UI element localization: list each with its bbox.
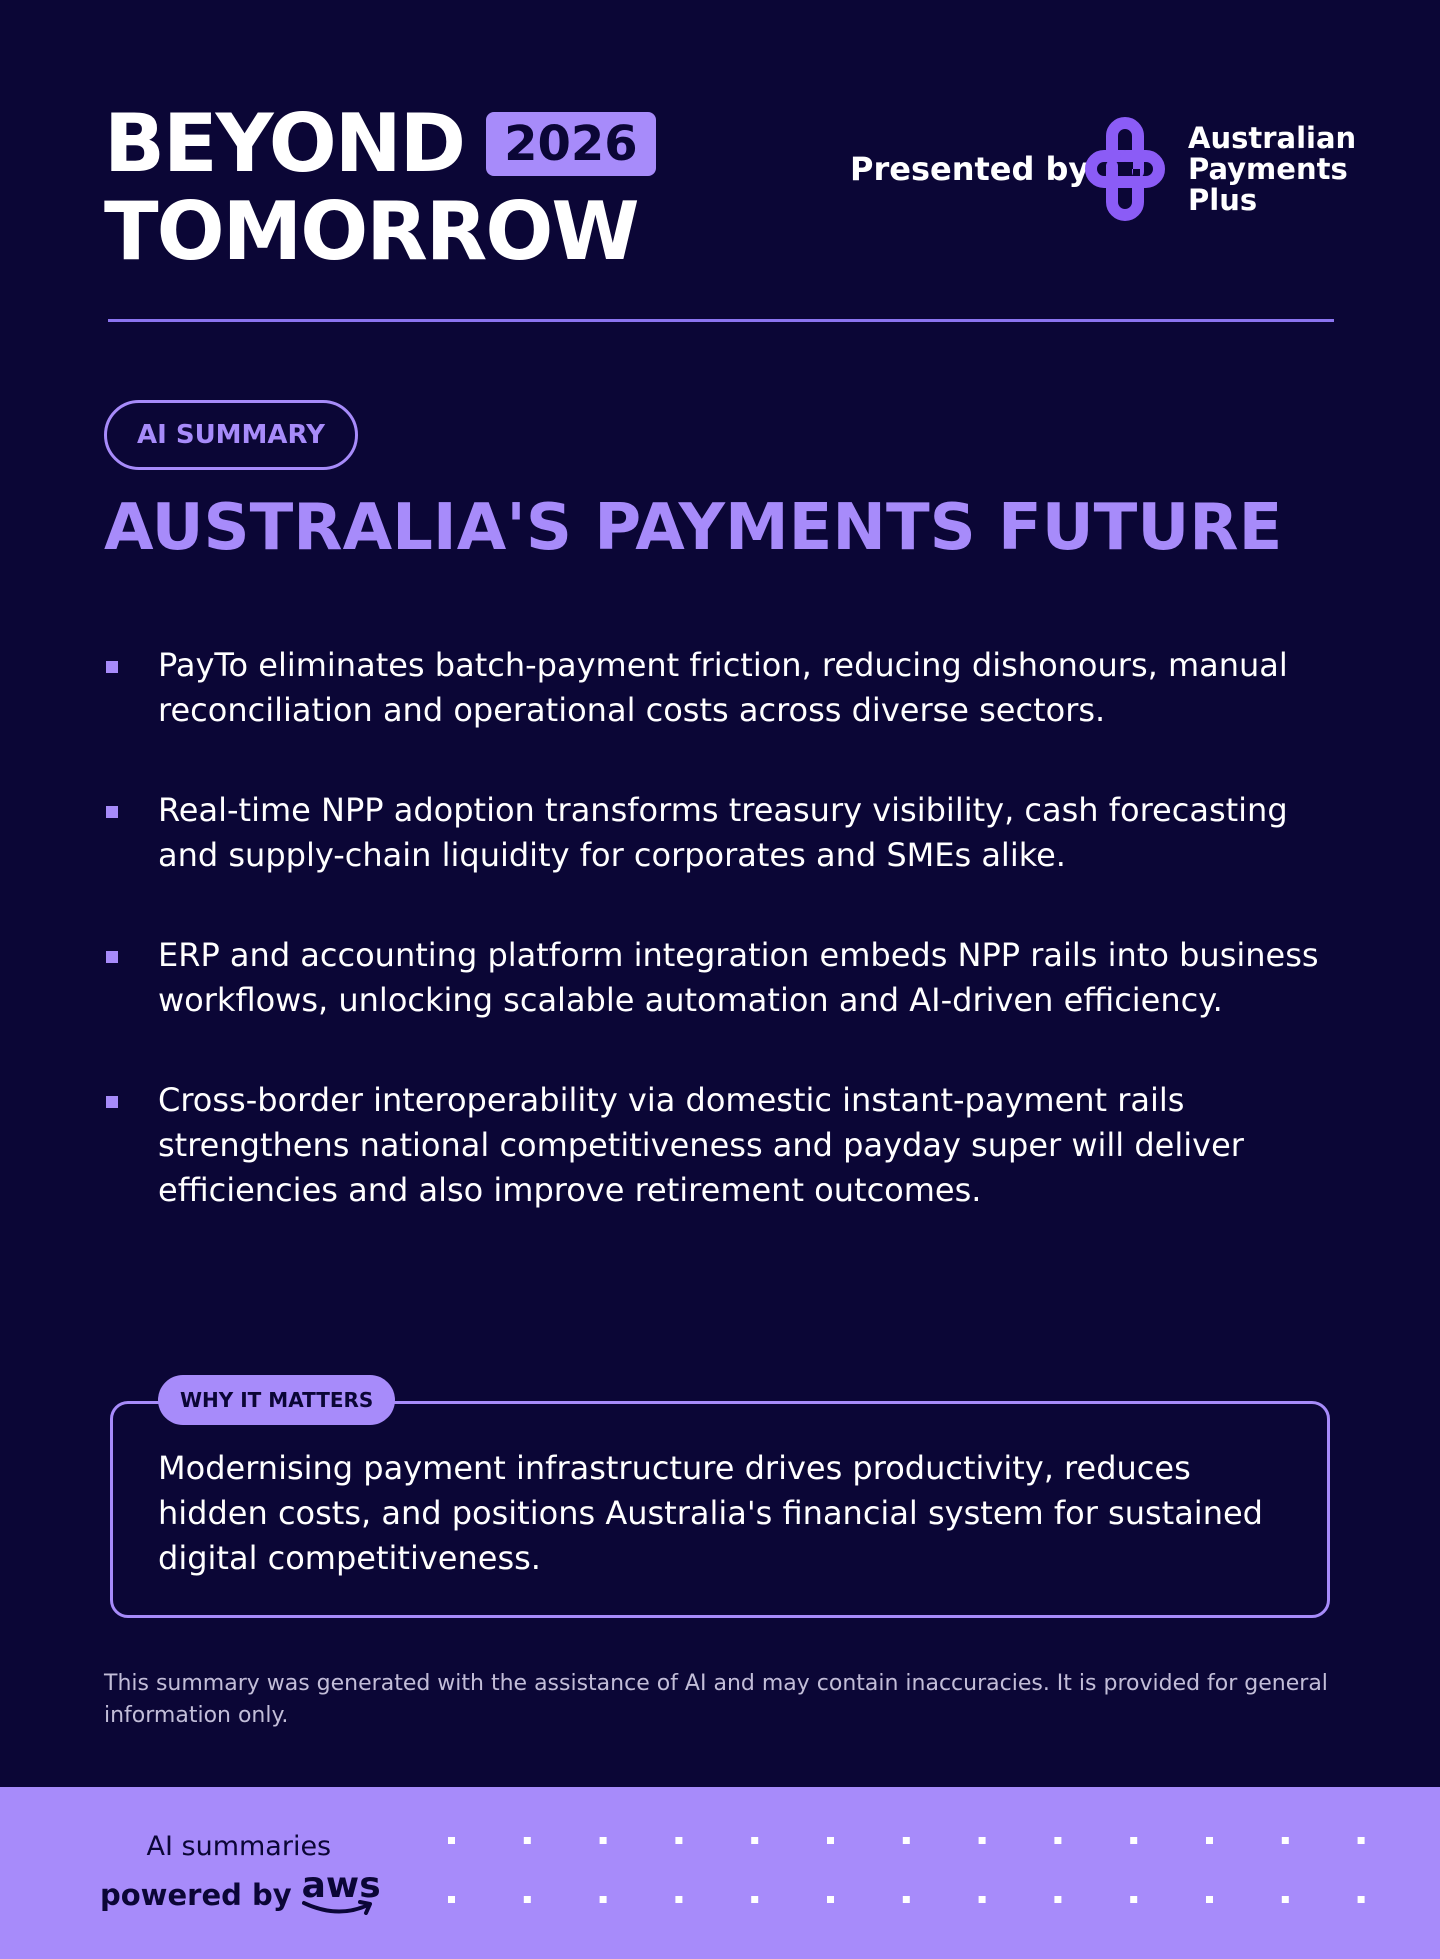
- summary-bullet-list: [104, 643, 1354, 1268]
- brand-name: [1188, 120, 1358, 217]
- decorative-dot: [600, 1837, 607, 1844]
- decorative-dot: [751, 1896, 758, 1903]
- square-bullet-icon: [106, 951, 118, 963]
- decorative-dot: [675, 1837, 682, 1844]
- why-it-matters-tag: WHY IT MATTERS: [158, 1375, 395, 1425]
- title-word-tomorrow: TOMORROW: [104, 185, 638, 278]
- bullet-text: Cross-border interoperability via domestic instant-payment rails strengthens national competitiveness and payday super will deliver efficiencies and also improve retirement outcomes.: [158, 1081, 1244, 1209]
- square-bullet-icon: [106, 661, 118, 673]
- decorative-dot: [448, 1896, 455, 1903]
- decorative-dot: [524, 1837, 531, 1844]
- australian-payments-plus-logo-icon: [1082, 114, 1168, 224]
- bullet-text: ERP and accounting platform integration embeds NPP rails into business workflows, unlocking scalable automation and AI-driven efficiency.: [158, 936, 1319, 1019]
- ai-disclaimer: This summary was generated with the assistance of AI and may contain inaccuracies. It is provided for general information only.: [104, 1671, 1328, 1728]
- square-bullet-icon: [106, 806, 118, 818]
- decorative-dot-grid: [448, 1837, 1378, 1917]
- powered-by-line-2: [100, 1865, 381, 1915]
- powered-by-label: powered by: [100, 1878, 292, 1912]
- list-item: [104, 933, 1354, 1023]
- event-title: [104, 97, 656, 278]
- decorative-dot: [903, 1837, 910, 1844]
- decorative-dot: [1130, 1837, 1137, 1844]
- bullet-text: Real-time NPP adoption transforms treasury visibility, cash forecasting and supply-chain liquidity for corporates and SMEs alike.: [158, 791, 1288, 874]
- ai-summary-pill: AI SUMMARY: [104, 400, 358, 470]
- decorative-dot: [524, 1896, 531, 1903]
- header-divider: [108, 319, 1334, 322]
- decorative-dot: [979, 1837, 986, 1844]
- decorative-dot: [751, 1837, 758, 1844]
- brand-name-line-1: Australian: [1188, 120, 1357, 155]
- decorative-dot: [903, 1896, 910, 1903]
- bullet-text: PayTo eliminates batch-payment friction, reducing dishonours, manual reconciliation and operational costs across diverse sectors.: [158, 646, 1288, 729]
- decorative-dot: [979, 1896, 986, 1903]
- aws-smile-icon: [302, 1899, 378, 1915]
- decorative-dot: [1358, 1837, 1365, 1844]
- year-badge: 2026: [486, 112, 656, 176]
- summary-heading: AUSTRALIA'S PAYMENTS FUTURE: [104, 491, 1283, 565]
- brand-name-line-2: Payments: [1188, 151, 1348, 186]
- decorative-dot: [675, 1896, 682, 1903]
- title-word-beyond: BEYOND: [104, 97, 465, 190]
- list-item: [104, 788, 1354, 878]
- aws-wordmark: aws: [301, 1865, 381, 1906]
- footer-banner: [0, 1787, 1440, 1959]
- decorative-dot: [1130, 1896, 1137, 1903]
- decorative-dot: [1358, 1896, 1365, 1903]
- list-item: [104, 1078, 1354, 1213]
- decorative-dot: [1054, 1837, 1061, 1844]
- brand-name-line-3: Plus: [1188, 182, 1258, 217]
- list-item: [104, 643, 1354, 733]
- title-line-1: [104, 97, 656, 190]
- brand-logo-block: [1082, 114, 1358, 224]
- powered-by-block: [100, 1827, 381, 1915]
- decorative-dot: [1206, 1837, 1213, 1844]
- square-bullet-icon: [106, 1096, 118, 1108]
- decorative-dot: [1054, 1896, 1061, 1903]
- why-it-matters-text: Modernising payment infrastructure drives productivity, reduces hidden costs, and positions Australia's financial system for sustained digital competitiveness.: [158, 1449, 1263, 1577]
- decorative-dot: [827, 1896, 834, 1903]
- decorative-dot: [1282, 1837, 1289, 1844]
- decorative-dot: [1282, 1896, 1289, 1903]
- powered-by-line-1: AI summaries: [146, 1831, 332, 1862]
- decorative-dot: [1206, 1896, 1213, 1903]
- decorative-dot: [600, 1896, 607, 1903]
- decorative-dot: [448, 1837, 455, 1844]
- aws-logo-icon: [301, 1865, 381, 1915]
- presented-by-label: Presented by: [850, 150, 1090, 188]
- decorative-dot: [827, 1837, 834, 1844]
